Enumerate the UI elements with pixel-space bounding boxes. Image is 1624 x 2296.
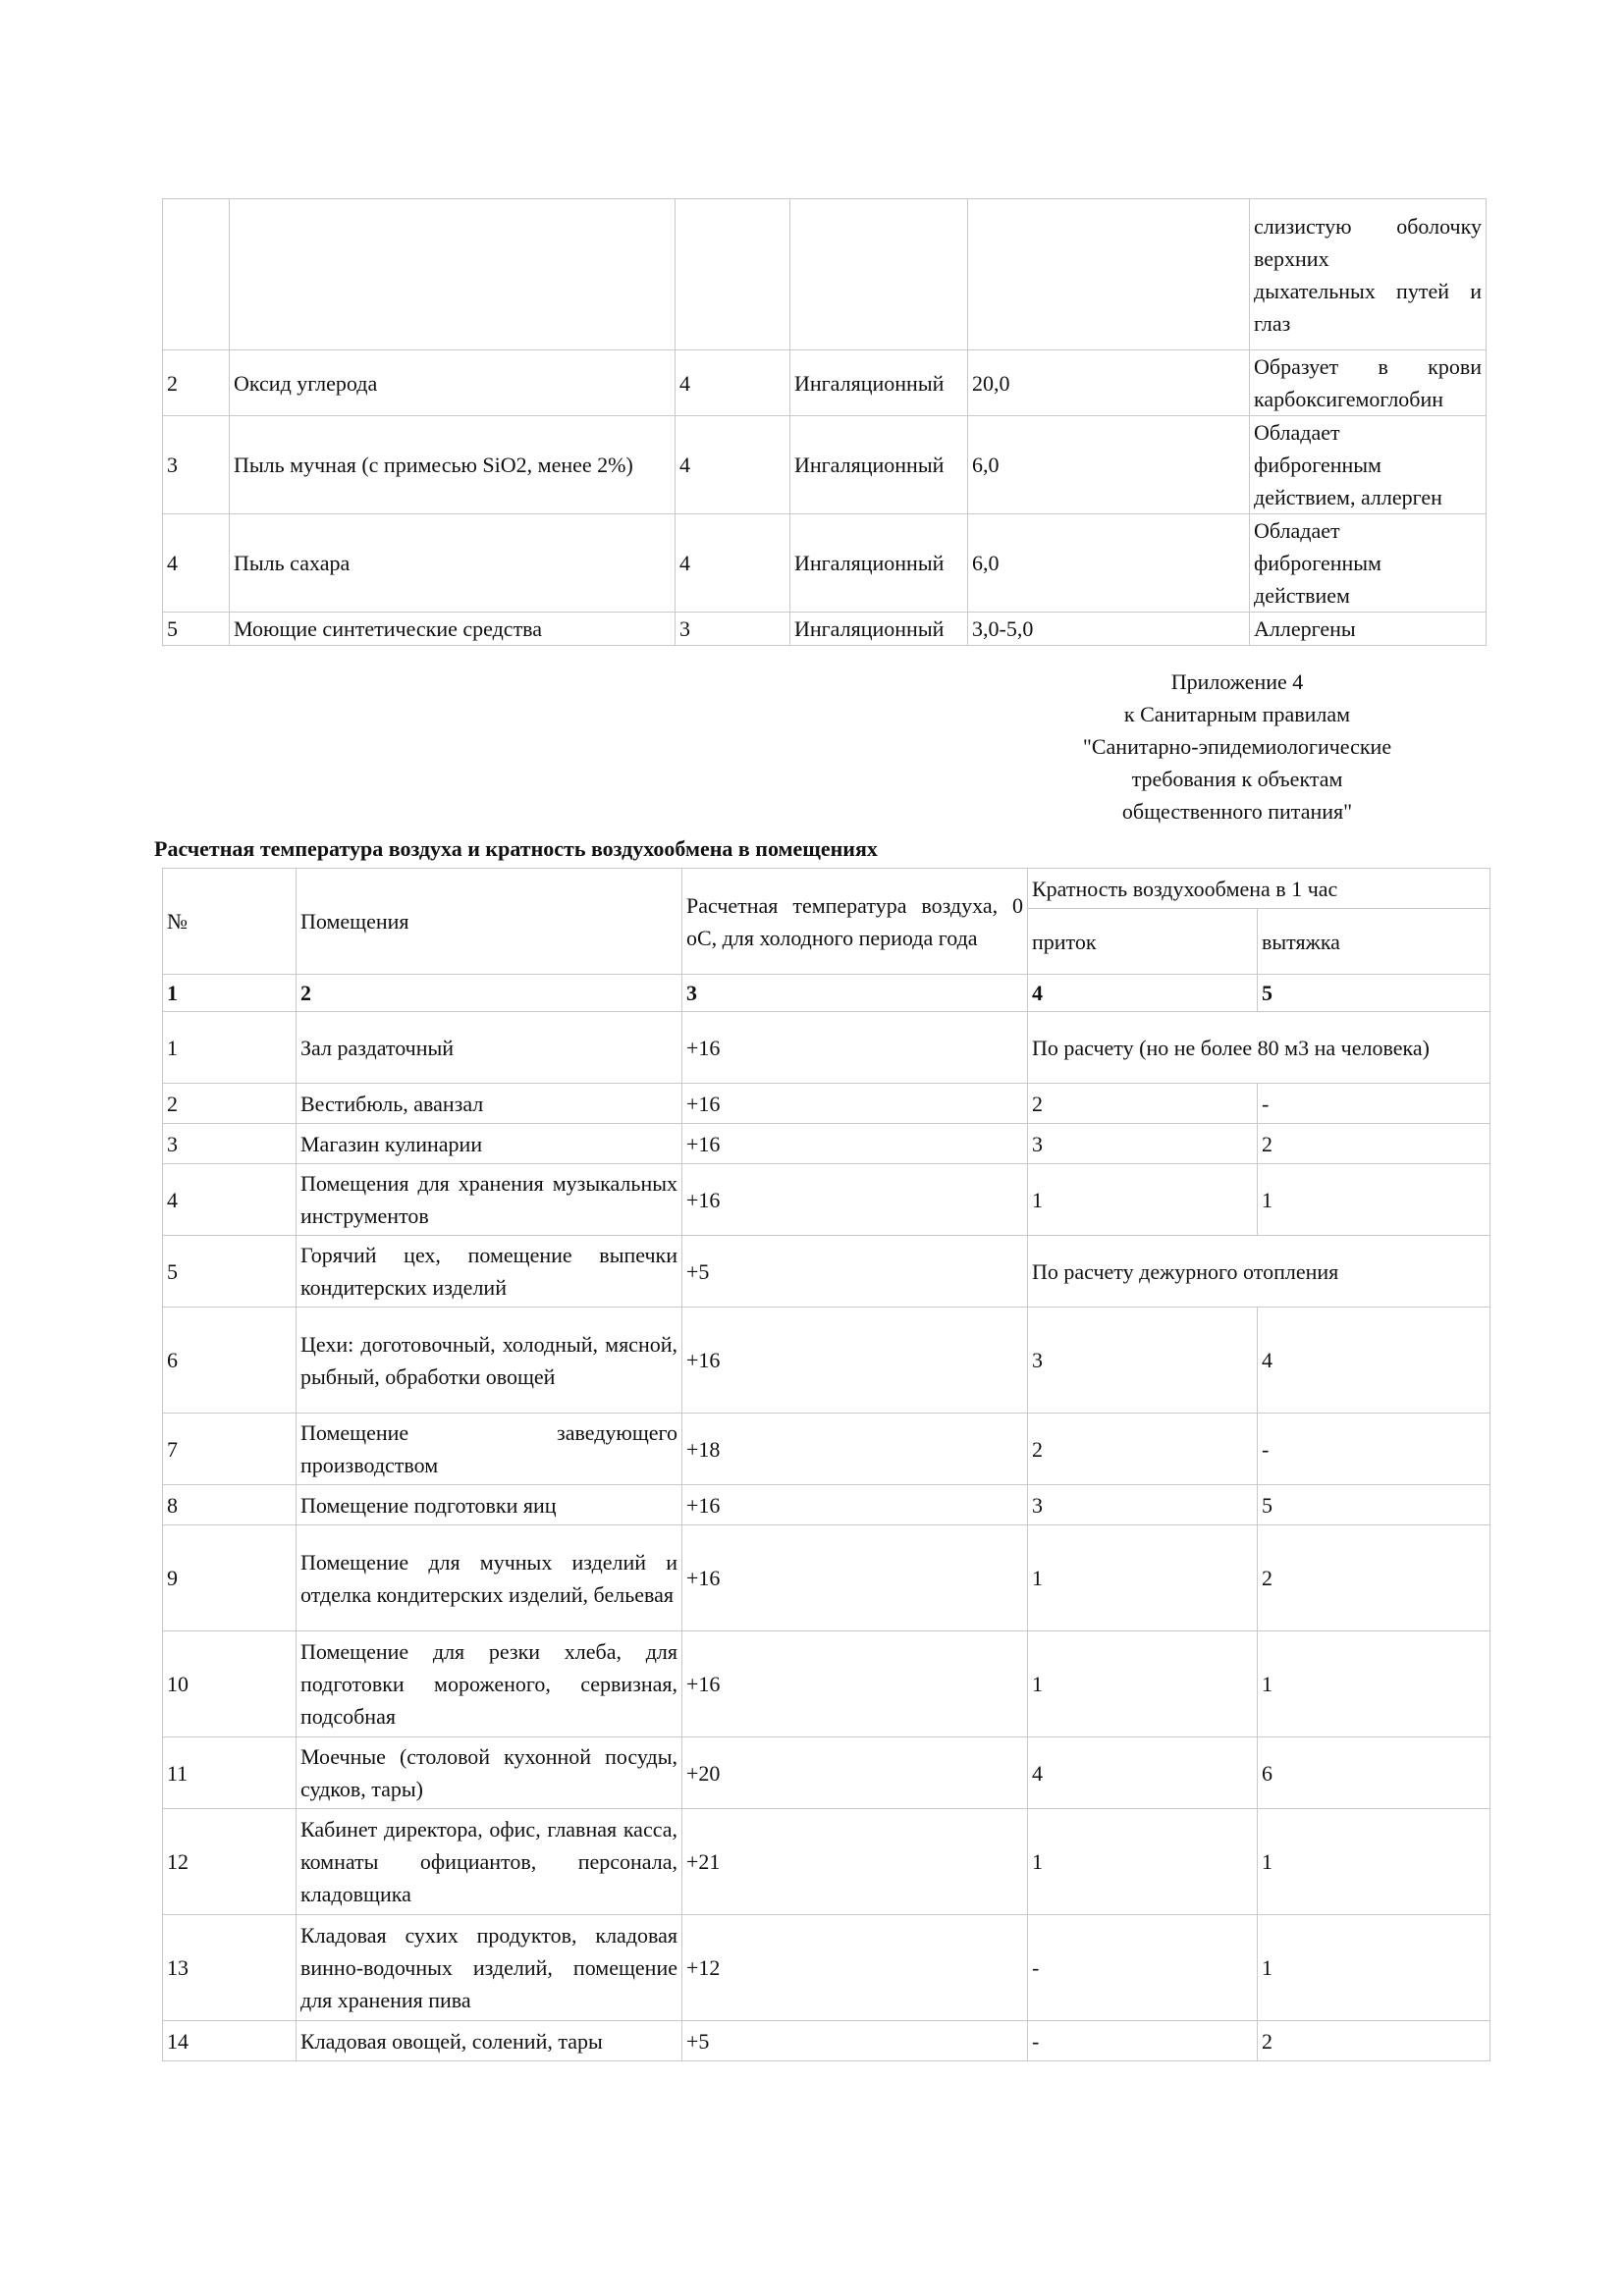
cell-num: 5 [163,1236,297,1308]
cell-temp: +21 [682,1809,1028,1915]
cell-note [1250,416,1487,514]
cell-temp: +16 [682,1485,1028,1525]
cell-num: 5 [163,613,230,646]
cell-value [968,199,1250,350]
table-row [163,1236,1490,1308]
cell-num: 3 [163,1124,297,1164]
cell-substance: Моющие синтетические средства [230,613,676,646]
cell-room: Кладовая сухих продуктов, кладовая винно-водочных изделий, помещение для хранения пива [297,1915,682,2021]
cell-temp: +20 [682,1737,1028,1809]
note-line: Обладает [1254,518,1340,543]
cell-supply: 2 [1028,1084,1258,1124]
note-line: фиброгенным [1254,453,1381,477]
cell-num: 1 [163,1012,297,1084]
cell-route: Ингаляционный [790,613,968,646]
table-row [163,1631,1490,1737]
cell-exchange-merged: По расчету (но не более 80 м3 на человека) [1028,1012,1490,1084]
cell-value: 6,0 [968,514,1250,613]
cell-exhaust: 2 [1258,1525,1490,1631]
table-row [163,1084,1490,1124]
note-line: действием [1254,583,1350,608]
cell-exhaust: 2 [1258,1124,1490,1164]
appendix-line: Приложение 4 [1170,669,1304,694]
cell-supply: 4 [1028,1737,1258,1809]
cell-exhaust: 1 [1258,1631,1490,1737]
cell-room: Помещение для резки хлеба, для подготовки мороженого, сервизная, подсобная [297,1631,682,1737]
appendix-line: общественного питания" [1121,799,1353,824]
cell-substance: Пыль мучная (с примесью SiO2, менее 2%) [230,416,676,514]
cell-num: 4 [163,514,230,613]
cell-exhaust: 1 [1258,1809,1490,1915]
cell-note [1250,514,1487,613]
cell-num: 8 [163,1485,297,1525]
table-row [163,2021,1490,2061]
cell-num: 2 [163,1084,297,1124]
cell-value: 20,0 [968,350,1250,416]
cell-note [1250,350,1487,416]
header-room: Помещения [297,869,682,975]
cell-num [163,199,230,350]
cell-supply: 3 [1028,1485,1258,1525]
air-exchange-table [162,868,1490,2061]
cell-temp: +16 [682,1631,1028,1737]
header-supply: приток [1028,909,1258,975]
cell-exhaust: - [1258,1084,1490,1124]
table-row [163,350,1487,416]
cell-substance [230,199,676,350]
cell-note [1250,199,1487,350]
cell-temp: +12 [682,1915,1028,2021]
cell-temp: +16 [682,1164,1028,1236]
cell-num: 7 [163,1414,297,1485]
cell-exhaust: 1 [1258,1915,1490,2021]
col-number: 4 [1028,975,1258,1012]
table-row [163,1414,1490,1485]
cell-supply: 1 [1028,1631,1258,1737]
table-row [163,199,1487,350]
cell-room: Помещение для мучных изделий и отделка кондитерских изделий, бельевая [297,1525,682,1631]
cell-supply: 1 [1028,1809,1258,1915]
cell-exchange-merged: По расчету дежурного отопления [1028,1236,1490,1308]
cell-note [1250,613,1487,646]
cell-num: 4 [163,1164,297,1236]
cell-substance: Оксид углерода [230,350,676,416]
table-row [163,1164,1490,1236]
note-line: Образует в крови [1254,354,1482,379]
cell-num: 9 [163,1525,297,1631]
cell-supply: 1 [1028,1525,1258,1631]
header-temp: Расчетная температура воздуха, 0 оС, для холодного периода года [682,869,1028,975]
cell-room: Помещения для хранения музыкальных инструментов [297,1164,682,1236]
table-row [163,1485,1490,1525]
cell-temp: +16 [682,1308,1028,1414]
col-number: 3 [682,975,1028,1012]
cell-exhaust: 5 [1258,1485,1490,1525]
table-row [163,1809,1490,1915]
col-number: 2 [297,975,682,1012]
cell-supply: 3 [1028,1308,1258,1414]
cell-temp: +5 [682,2021,1028,2061]
cell-route: Ингаляционный [790,514,968,613]
cell-num: 14 [163,2021,297,2061]
cell-room: Помещение подготовки яиц [297,1485,682,1525]
note-line: верхних [1254,245,1329,271]
table-row [163,1737,1490,1809]
cell-supply: 1 [1028,1164,1258,1236]
cell-hazard-class: 4 [676,514,790,613]
cell-temp: +16 [682,1012,1028,1084]
cell-room: Магазин кулинарии [297,1124,682,1164]
cell-route [790,199,968,350]
cell-temp: +16 [682,1525,1028,1631]
cell-hazard-class: 4 [676,350,790,416]
cell-supply: 2 [1028,1414,1258,1485]
cell-room: Помещение заведующего производством [297,1414,682,1485]
cell-supply: 3 [1028,1124,1258,1164]
cell-exhaust: 2 [1258,2021,1490,2061]
cell-hazard-class: 4 [676,416,790,514]
cell-room: Кладовая овощей, солений, тары [297,2021,682,2061]
appendix-header [1011,666,1463,828]
cell-temp: +16 [682,1124,1028,1164]
note-line: Обладает [1254,420,1340,445]
col-number: 1 [163,975,297,1012]
table-row [163,1915,1490,2021]
cell-num: 11 [163,1737,297,1809]
harmful-substances-table [162,198,1487,646]
note-line: Аллергены [1254,616,1356,641]
cell-temp: +5 [682,1236,1028,1308]
cell-supply: - [1028,1915,1258,2021]
note-line: дыхательных путей и [1254,278,1482,303]
header-exhaust: вытяжка [1258,909,1490,975]
appendix-line: к Санитарным правилам [1123,702,1351,726]
note-line: карбоксигемоглобин [1254,387,1444,411]
table-row [163,1525,1490,1631]
cell-exhaust: - [1258,1414,1490,1485]
cell-room: Вестибюль, аванзал [297,1084,682,1124]
cell-supply: - [1028,2021,1258,2061]
table-row [163,1308,1490,1414]
cell-num: 6 [163,1308,297,1414]
table-row [163,1012,1490,1084]
cell-room: Зал раздаточный [297,1012,682,1084]
cell-hazard-class [676,199,790,350]
cell-value: 6,0 [968,416,1250,514]
appendix-line: требования к объектам [1131,767,1343,791]
table-title: Расчетная температура воздуха и кратность воздухообмена в помещениях [154,836,878,861]
note-line: глаз [1254,310,1291,336]
cell-hazard-class: 3 [676,613,790,646]
appendix-line: "Санитарно-эпидемиологические [1082,734,1392,759]
cell-temp: +18 [682,1414,1028,1485]
note-line: действием, аллерген [1254,485,1442,509]
cell-room: Цехи: доготовочный, холодный, мясной, рыбный, обработки овощей [297,1308,682,1414]
cell-route: Ингаляционный [790,350,968,416]
table-row [163,514,1487,613]
header-num: № [163,869,297,975]
cell-room: Кабинет директора, офис, главная касса, комнаты официантов, персонала, кладовщика [297,1809,682,1915]
cell-num: 2 [163,350,230,416]
cell-route: Ингаляционный [790,416,968,514]
cell-num: 12 [163,1809,297,1915]
table-row [163,1124,1490,1164]
table-row [163,613,1487,646]
header-exchange: Кратность воздухообмена в 1 час [1028,869,1490,909]
note-line: слизистую оболочку [1254,213,1482,239]
table-row [163,416,1487,514]
cell-num: 10 [163,1631,297,1737]
cell-num: 3 [163,416,230,514]
cell-num: 13 [163,1915,297,2021]
cell-exhaust: 1 [1258,1164,1490,1236]
cell-temp: +16 [682,1084,1028,1124]
cell-exhaust: 4 [1258,1308,1490,1414]
cell-exhaust: 6 [1258,1737,1490,1809]
note-line: фиброгенным [1254,551,1381,575]
cell-value: 3,0-5,0 [968,613,1250,646]
cell-room: Горячий цех, помещение выпечки кондитерских изделий [297,1236,682,1308]
col-number: 5 [1258,975,1490,1012]
cell-room: Моечные (столовой кухонной посуды, судков, тары) [297,1737,682,1809]
cell-substance: Пыль сахара [230,514,676,613]
